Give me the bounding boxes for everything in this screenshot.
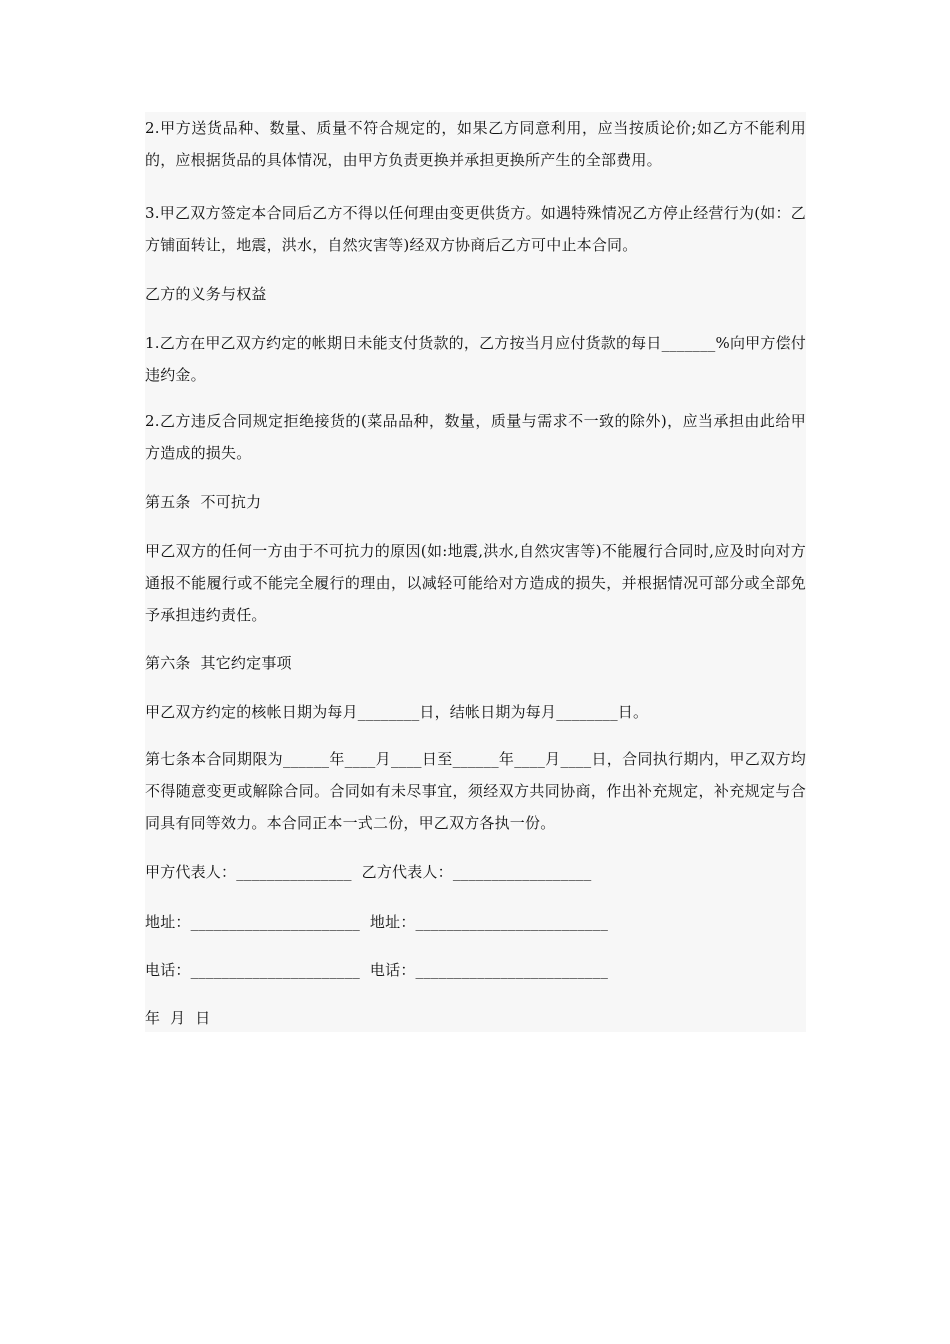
clause-article-7-term: 第七条本合同期限为______年____月____日至______年____月____日，合同执行期内，甲乙双方均不得随意变更或解除合同。合同如有未尽事宜，须经双方共同协商，作出补充规定，补充规定与合同具有同等效力。本合同正本一式二份，甲乙双方各执一份。 — [145, 750, 806, 832]
clause-force-majeure: 甲乙双方的任何一方由于不可抗力的原因(如:地震,洪水,自然灾害等)不能履行合同时,应及时向对方通报不能履行或不能完全履行的理由，以减轻可能给对方造成的损失，并根据情况可部分或全部免予承担违约责任。 — [145, 542, 806, 624]
signature-representatives: 甲方代表人：_______________ 乙方代表人：__________________ — [145, 863, 592, 881]
clause-late-payment: 1.乙方在甲乙双方约定的帐期日未能支付货款的，乙方按当月应付货款的每日_______%向甲方偿付违约金。 — [145, 334, 806, 384]
signature-phones: 电话：______________________ 电话：_________________________ — [145, 961, 609, 979]
clause-billing-dates: 甲乙双方约定的核帐日期为每月________日，结帐日期为每月________日。 — [145, 703, 649, 721]
signature-addresses: 地址：______________________ 地址：_________________________ — [145, 913, 609, 931]
document-body — [145, 112, 806, 1032]
heading-article-5: 第五条 不可抗力 — [145, 493, 262, 511]
clause-goods-quality: 2.甲方送货品种、数量、质量不符合规定的，如果乙方同意利用，应当按质论价;如乙方不能利用的，应根据货品的具体情况，由甲方负责更换并承担更换所产生的全部费用。 — [145, 119, 806, 169]
clause-refuse-delivery: 2.乙方违反合同规定拒绝接货的(菜品品种，数量，质量与需求不一致的除外)，应当承担由此给甲方造成的损失。 — [145, 412, 806, 462]
clause-supplier-change: 3.甲乙双方签定本合同后乙方不得以任何理由变更供货方。如遇特殊情况乙方停止经营行为(如：乙方铺面转让，地震，洪水，自然灾害等)经双方协商后乙方可中止本合同。 — [145, 204, 806, 254]
heading-article-6: 第六条 其它约定事项 — [145, 654, 292, 672]
signature-date: 年 月 日 — [145, 1009, 211, 1027]
heading-party-b-obligations: 乙方的义务与权益 — [145, 285, 267, 303]
